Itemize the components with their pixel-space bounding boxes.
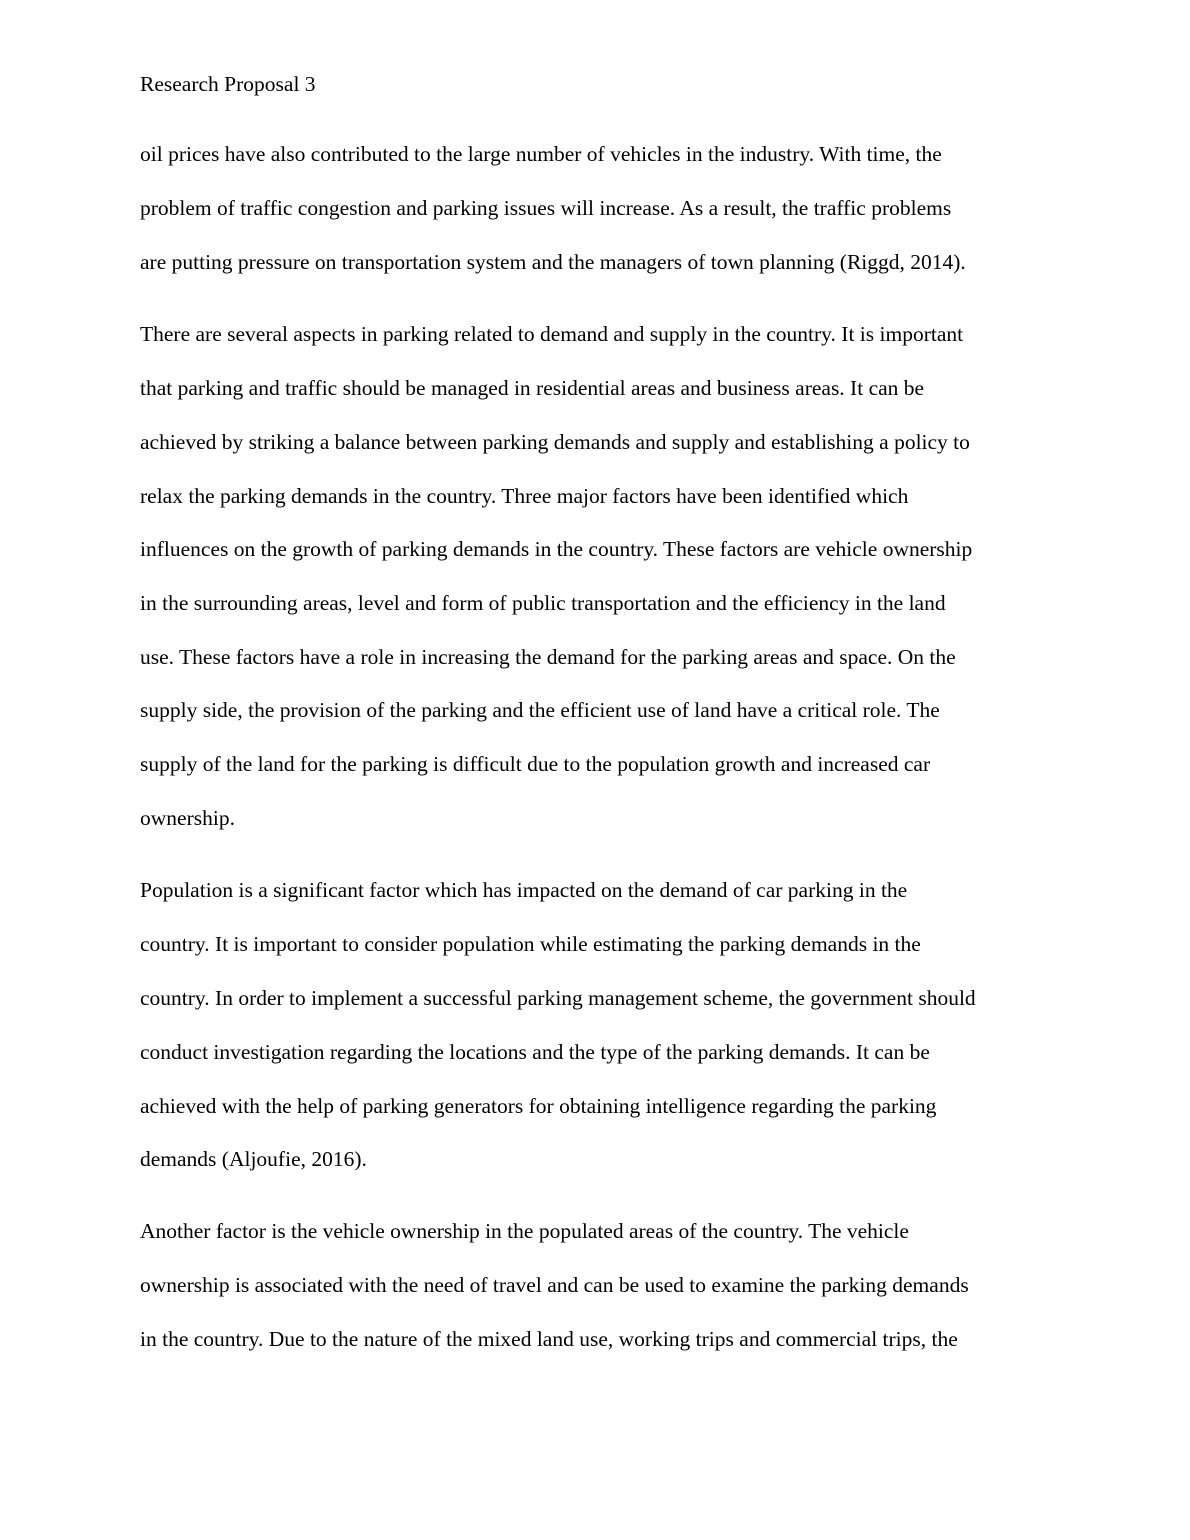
- text-line: that parking and traffic should be managed in residential areas and business areas. It can be: [140, 376, 925, 400]
- text-line: country. It is important to consider population while estimating the parking demands in the: [140, 932, 921, 956]
- text-line: use. These factors have a role in increasing the demand for the parking areas and space. On the: [140, 645, 956, 669]
- text-line: supply side, the provision of the parking and the efficient use of land have a critical role. The: [140, 698, 940, 722]
- text-line: There are several aspects in parking related to demand and supply in the country. It is important: [140, 322, 964, 346]
- text-line: supply of the land for the parking is difficult due to the population growth and increased car: [140, 752, 931, 776]
- text-line: relax the parking demands in the country. Three major factors have been identified which: [140, 484, 909, 508]
- text-line: country. In order to implement a successful parking management scheme, the government should: [140, 986, 976, 1010]
- text-line: Another factor is the vehicle ownership in the populated areas of the country. The vehicle: [140, 1219, 909, 1243]
- text-line: ownership.: [140, 806, 235, 830]
- text-line: demands (Aljoufie, 2016).: [140, 1147, 367, 1171]
- text-line: Population is a significant factor which has impacted on the demand of car parking in the: [140, 878, 908, 902]
- text-line: achieved by striking a balance between parking demands and supply and establishing a policy to: [140, 430, 970, 454]
- text-line: are putting pressure on transportation system and the managers of town planning (Riggd, 2014).: [140, 250, 966, 274]
- running-head: Research Proposal 3: [140, 72, 316, 96]
- text-line: in the surrounding areas, level and form of public transportation and the efficiency in the land: [140, 591, 946, 615]
- text-line: in the country. Due to the nature of the mixed land use, working trips and commercial trips, the: [140, 1327, 958, 1351]
- text-line: achieved with the help of parking generators for obtaining intelligence regarding the parking: [140, 1094, 937, 1118]
- text-line: conduct investigation regarding the locations and the type of the parking demands. It can be: [140, 1040, 930, 1064]
- text-line: problem of traffic congestion and parking issues will increase. As a result, the traffic problems: [140, 196, 952, 220]
- text-line: influences on the growth of parking demands in the country. These factors are vehicle ownership: [140, 537, 973, 561]
- text-line: oil prices have also contributed to the large number of vehicles in the industry. With time, the: [140, 142, 942, 166]
- text-line: ownership is associated with the need of travel and can be used to examine the parking demands: [140, 1273, 969, 1297]
